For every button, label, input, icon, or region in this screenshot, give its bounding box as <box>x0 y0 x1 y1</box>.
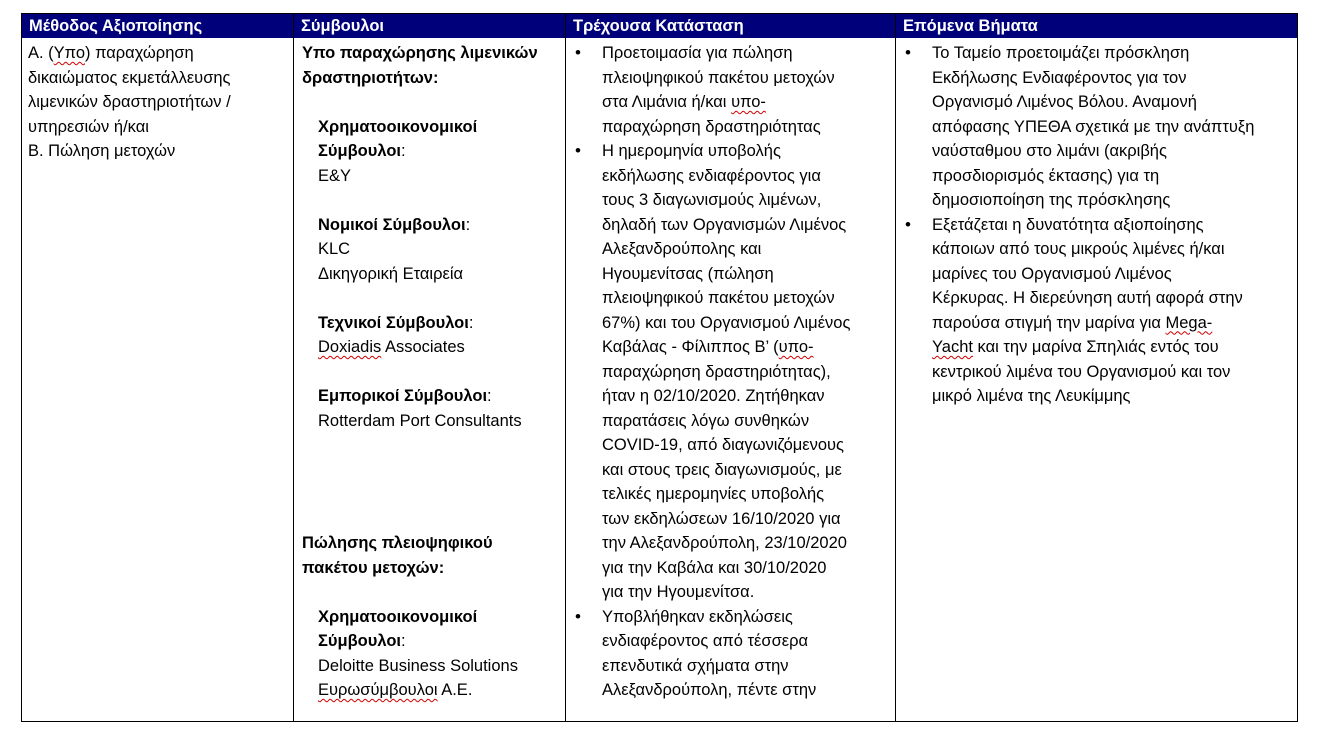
financial-advisors-2-label-cont: Σύμβουλοι: <box>318 632 406 650</box>
next-steps-bullet-2: • Εξετάζεται η δυνατότητα αξιοποίησης κάποιων από τους μικρούς λιμένες ή/και μαρίνες του Οργανισμού Λιμένος Κέρκυρας. Η διερεύνηση αυτή αφορά στην παρούσα στιγμή την μαρίνα για Mega- Yacht και την μαρίνα Σπηλιάς εντός του κεντρικού λιμένα του Οργανισμού και τον μικρό λιμένα της Λευκίμμης <box>903 213 1296 409</box>
header-current-status-text: Τρέχουσα Κατάσταση <box>573 17 744 35</box>
advisors-section-title-sub-concession-cont: δραστηριοτήτων: <box>302 68 439 87</box>
advisors-group-2 <box>302 605 564 703</box>
next-steps-bullet-1: • Το Ταμείο προετοιμάζει πρόσκληση Εκδήλωσης Ενδιαφέροντος για τον Οργανισμό Λιμένος Βόλου. Αναμονή απόφασης ΥΠΕΘΑ σχετικά με την ανάπτυξη ναύσταθμου στο λιμάνι (ακριβής προσδιορισμός έκτασης) για τη δημοσιοποίηση της πρόσκλησης <box>903 41 1296 213</box>
financial-advisors-label-cont: Σύμβουλοι: <box>318 142 406 160</box>
cell-next-steps <box>903 38 1296 409</box>
legal-advisors-value-1: KLC <box>318 240 351 258</box>
method-line-3: λιμενικών δραστηριοτήτων / <box>28 93 231 111</box>
column-divider-2 <box>565 14 566 721</box>
commercial-advisors-label: Εμπορικοί Σύμβουλοι: <box>318 387 492 405</box>
commercial-advisors-value: Rotterdam Port Consultants <box>318 411 522 430</box>
method-line-1: Α. (Υπο) παραχώρηση <box>28 44 194 62</box>
financial-advisors-2-value-1: Deloitte Business Solutions <box>318 656 518 675</box>
technical-advisors-value: Doxiadis Associates <box>318 338 465 356</box>
next-steps-bullet-list <box>903 41 1296 409</box>
method-line-4: υπηρεσιών ή/και <box>28 117 149 136</box>
financial-advisors-2-label: Χρηματοοικονομικοί <box>318 607 478 626</box>
cell-method <box>28 38 290 164</box>
financial-advisors-label: Χρηματοοικονομικοί <box>318 117 478 136</box>
status-bullet-3: • Υποβλήθηκαν εκδηλώσεις ενδιαφέροντος από τέσσερα επενδυτικά σχήματα στην Αλεξανδρούπολη, πέντε στην <box>573 605 893 703</box>
legal-advisors-label: Νομικοί Σύμβουλοι: <box>318 215 471 234</box>
header-method <box>22 14 293 38</box>
status-bullet-list <box>573 41 893 703</box>
advisors-section-title-share-sale: Πώλησης πλειοψηφικού <box>302 534 493 552</box>
method-line-5: Β. Πώληση μετοχών <box>28 142 176 160</box>
header-advisors-text: Σύμβουλοι <box>301 17 384 35</box>
document-table <box>21 13 1298 722</box>
advisors-section-title-share-sale-cont: πακέτου μετοχών: <box>302 558 445 577</box>
status-bullet-1: • Προετοιμασία για πώληση πλειοψηφικού πακέτου μετοχών στα Λιμάνια ή/και υπο- παραχώρηση δραστηριότητας <box>573 41 893 139</box>
cell-current-status <box>573 38 893 703</box>
advisors-section-title-sub-concession: Υπο παραχώρησης λιμενικών <box>302 44 538 62</box>
method-line-2: δικαιώματος εκμετάλλευσης <box>28 68 231 87</box>
financial-advisors-value: E&Y <box>318 166 352 185</box>
header-advisors <box>294 14 565 38</box>
legal-advisors-value-2: Δικηγορική Εταιρεία <box>318 264 464 283</box>
column-divider-3 <box>895 14 896 721</box>
financial-advisors-2-value-2: Ευρωσύμβουλοι Α.Ε. <box>318 681 473 699</box>
advisors-group-1 <box>302 115 564 434</box>
header-next-steps <box>896 14 1297 38</box>
header-current-status <box>566 14 895 38</box>
header-method-text: Μέθοδος Αξιοποίησης <box>29 17 203 35</box>
cell-advisors <box>302 38 564 703</box>
column-divider-1 <box>293 14 294 721</box>
technical-advisors-label: Τεχνικοί Σύμβουλοι: <box>318 313 474 332</box>
status-bullet-2: • Η ημερομηνία υποβολής εκδήλωσης ενδιαφέροντος για τους 3 διαγωνισμούς λιμένων, δηλαδή των Οργανισμών Λιμένος Αλεξανδρούπολης και Ηγουμενίτσας (πώληση πλειοψηφικού πακέτου μετοχών 67%) και του Οργανισμού Λιμένος Καβάλας - Φίλιππος Β’ (υπο- παραχώρηση δραστηριότητας), ήταν η 02/10/2020. Ζητήθηκαν παρατάσεις λόγω συνθηκών COVID-19, από διαγωνιζόμενους και στους τρεις διαγωνισμούς, με τελικές ημερομηνίες υποβολής των εκδηλώσεων 16/10/2020 για την Αλεξανδρούπολη, 23/10/2020 για την Καβάλα και 30/10/2020 για την Ηγουμενίτσα. <box>573 139 893 605</box>
header-next-steps-text: Επόμενα Βήματα <box>903 17 1038 35</box>
